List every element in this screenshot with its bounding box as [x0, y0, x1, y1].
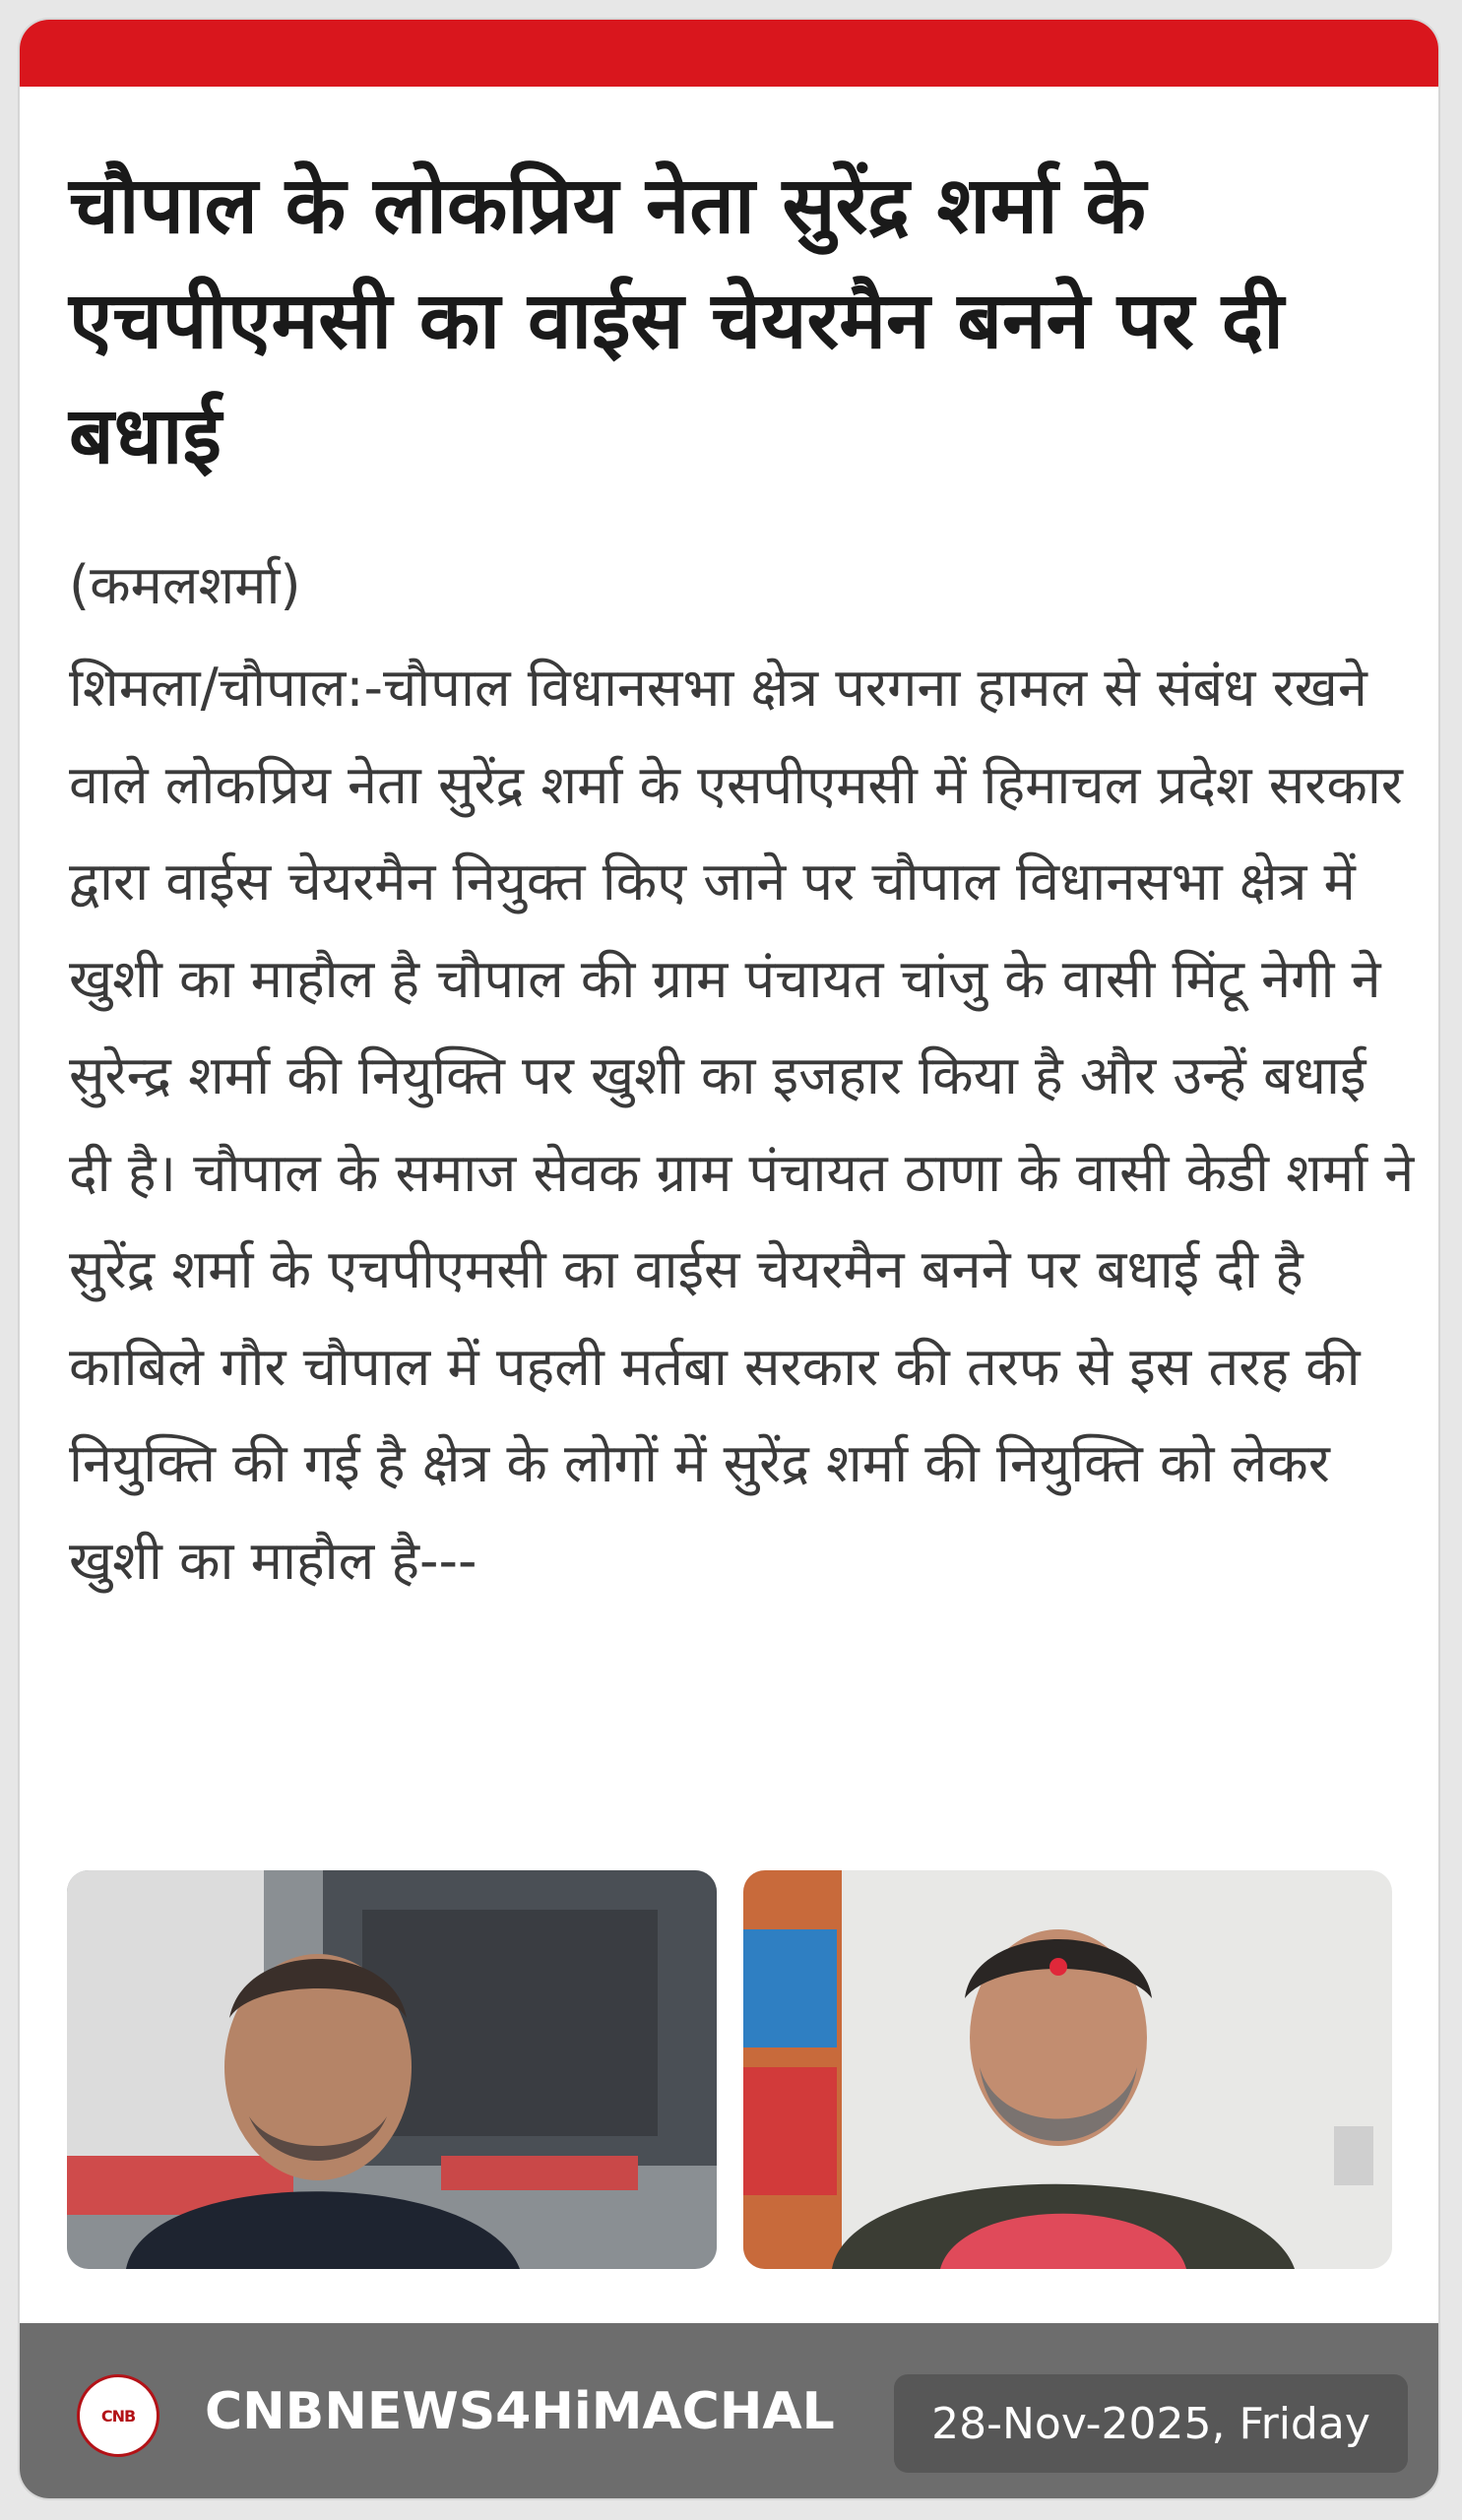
- brand-logo-icon: [77, 2374, 159, 2457]
- photo-person-right: [743, 1870, 1392, 2269]
- brand-logo-text: CNB: [100, 2406, 136, 2426]
- top-accent-bar: [20, 20, 1438, 87]
- date-badge: [894, 2374, 1408, 2473]
- photo-person-left: [67, 1870, 717, 2269]
- footer-bar: [20, 2323, 1438, 2498]
- article-body: शिमला/चौपाल:-चौपाल विधानसभा क्षेत्र परगना हामल से संबंध रखने वाले लोकप्रिय नेता सुरेंद्र शर्मा के एसपीएमसी में हिमाचल प्रदेश सरकार द्वारा वाईस चेयरमैन नियुक्त किए जाने पर चौपाल विधानसभा क्षेत्र में खुशी का माहौल है चौपाल की ग्राम पंचायत चांजु के वासी मिंटू नेगी ने सुरेन्द्र शर्मा की नियुक्ति पर खुशी का इजहार किया है और उन्हें बधाई दी है। चौपाल के समाज सेवक ग्राम पंचायत ठाणा के वासी केडी शर्मा ने सुरेंद्र शर्मा के एचपीएमसी का वाईस चेयरमैन बनने पर बधाई दी है काबिले गौर चौपाल में पहली मर्तबा सरकार की तरफ से इस तरह की नियुक्ति की गई है क्षेत्र के लोगों में सुरेंद्र शर्मा की नियुक्ति को लेकर खुशी का माहौल है---: [69, 657, 1415, 1592]
- article-headline: चौपाल के लोकप्रिय नेता सुरेंद्र शर्मा के एचपीएमसी का वाईस चेयरमैन बनने पर दी बधाई: [69, 159, 1284, 481]
- article-byline: (कमलशर्मा): [69, 554, 301, 616]
- brand-name: CNBNEWS4HiMACHAL: [205, 2382, 835, 2441]
- news-card: [20, 20, 1438, 2498]
- date-text: 28-Nov-2025, Friday: [931, 2398, 1370, 2449]
